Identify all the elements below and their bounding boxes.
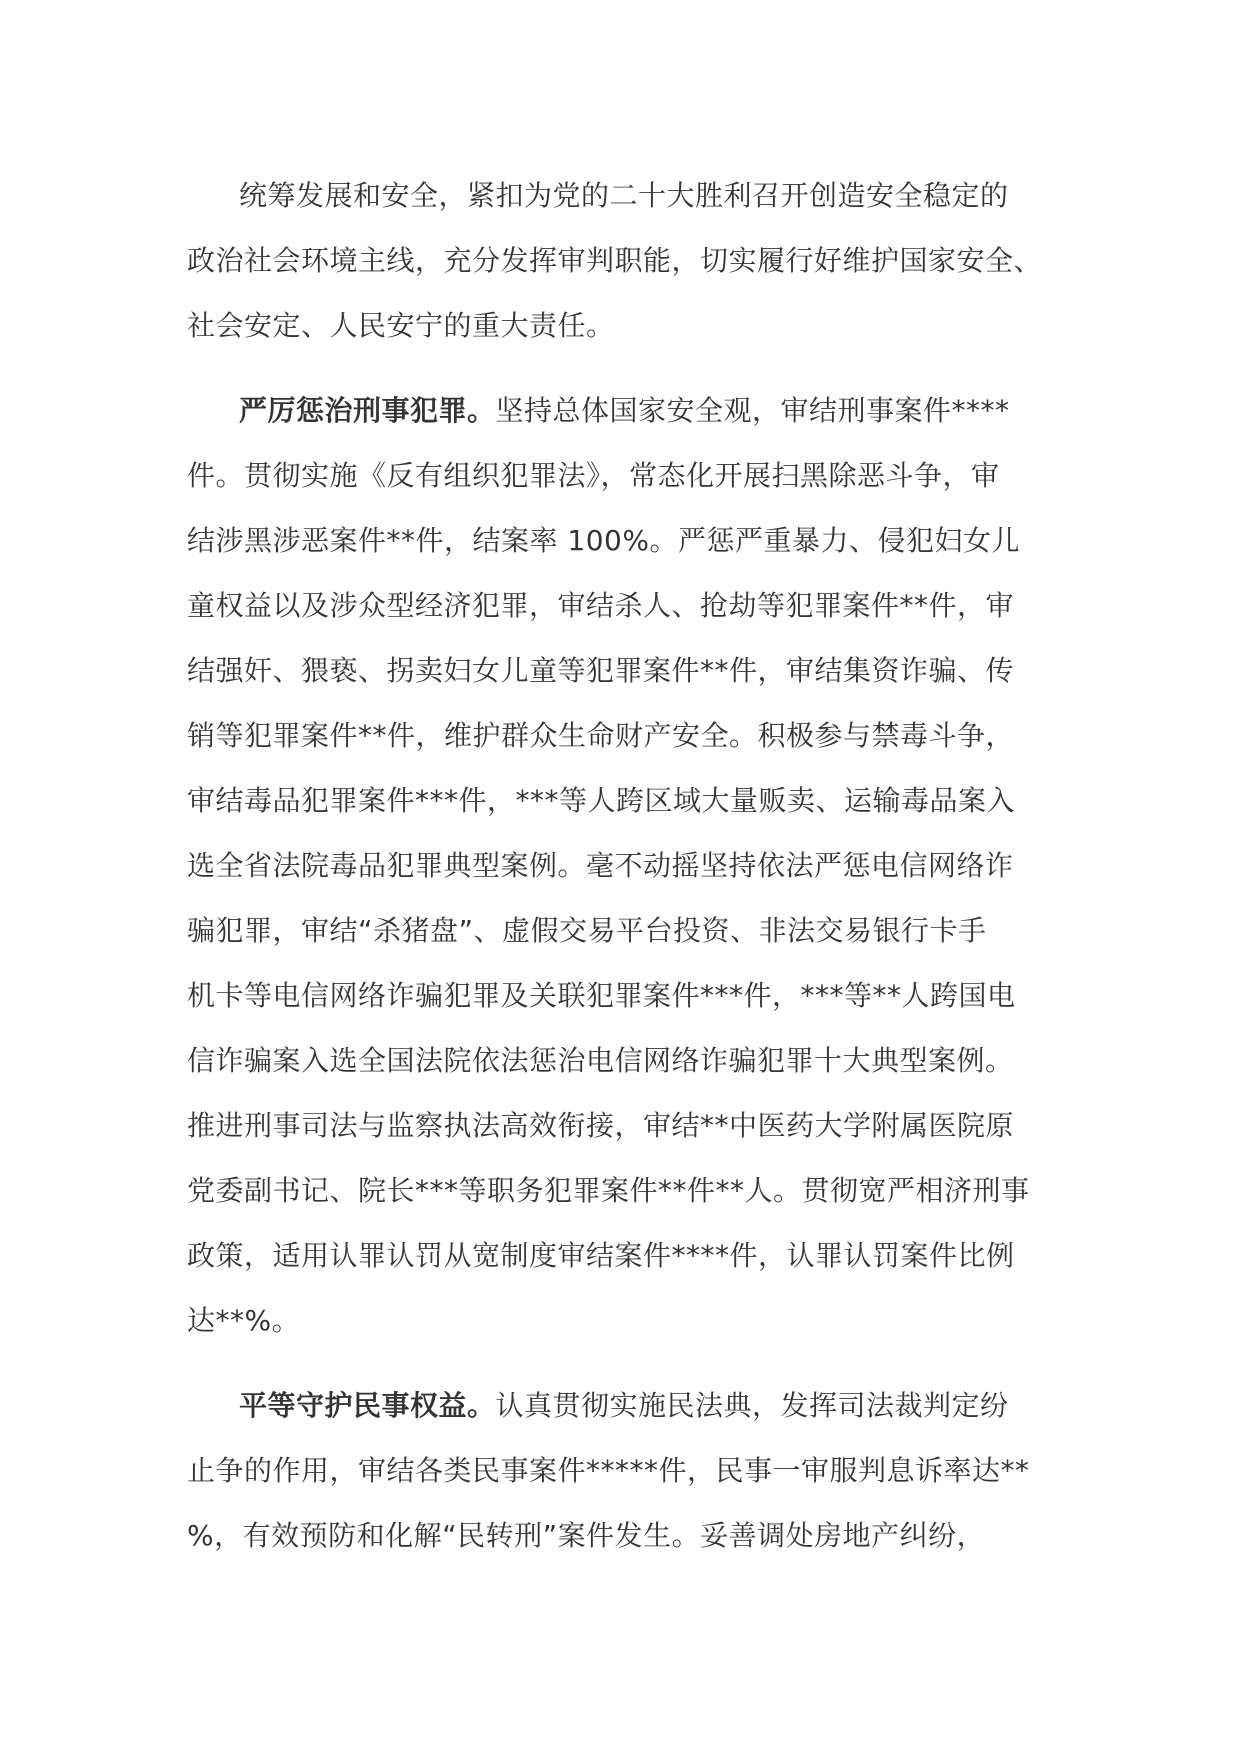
text-line: 童权益以及涉众型经济犯罪，审结杀人、抢劫等犯罪案件**件，审 (187, 589, 1015, 622)
section-heading: 严厉惩治刑事犯罪。 (239, 394, 496, 427)
text-line: 社会安定、人民安宁的重大责任。 (187, 309, 615, 342)
text-line: 政策，适用认罪认罚从宽制度审结案件****件，认罪认罚案件比例 (187, 1239, 1015, 1272)
text-line: 审结毒品犯罪案件***件，***等人跨区域大量贩卖、运输毒品案入 (187, 784, 1016, 817)
section-heading: 平等守护民事权益。 (239, 1389, 496, 1422)
text-line: 选全省法院毒品犯罪典型案例。毫不动摇坚持依法严惩电信网络诈 (187, 849, 1014, 882)
text-line: 统筹发展和安全，紧扣为党的二十大胜利召开创造安全稳定的 (239, 179, 1009, 212)
text-line: 党委副书记、院长***等职务犯罪案件**件**人。贯彻宽严相济刑事 (187, 1174, 1030, 1207)
paragraph-criminal (187, 378, 1057, 1353)
text-line: 结涉黑涉恶案件**件，结案率 100%。严惩严重暴力、侵犯妇女儿 (187, 524, 1020, 557)
text-line: 政治社会环境主线，充分发挥审判职能，切实履行好维护国家安全、 (187, 244, 1043, 277)
text-run: 认真贯彻实施民法典，发挥司法裁判定纷 (495, 1389, 1009, 1422)
text-line: 结强奸、猥亵、拐卖妇女儿童等犯罪案件**件，审结集资诈骗、传 (187, 654, 1015, 687)
text-line: 推进刑事司法与监察执法高效衔接，审结**中医药大学附属医院原 (187, 1109, 1015, 1142)
text-line: 信诈骗案入选全国法院依法惩治电信网络诈骗犯罪十大典型案例。 (187, 1044, 1014, 1077)
text-line: 达**%。 (187, 1304, 301, 1337)
text-line (187, 1373, 1057, 1438)
paragraph-civil (187, 1373, 1057, 1568)
text-line (187, 378, 1057, 443)
text-line: 机卡等电信网络诈骗犯罪及关联犯罪案件***件，***等**人跨国电 (187, 979, 1016, 1012)
text-line: %，有效预防和化解“民转刑”案件发生。妥善调处房地产纠纷， (187, 1519, 986, 1552)
text-line: 销等犯罪案件**件，维护群众生命财产安全。积极参与禁毒斗争， (187, 719, 1015, 752)
text-line: 件。贯彻实施《反有组织犯罪法》，常态化开展扫黑除恶斗争，审 (187, 459, 1000, 492)
text-line: 止争的作用，审结各类民事案件*****件，民事一审服判息诉率达** (187, 1454, 1030, 1487)
text-line: 骗犯罪，审结“杀猪盘”、虚假交易平台投资、非法交易银行卡手 (187, 914, 987, 947)
text-run: 坚持总体国家安全观，审结刑事案件**** (495, 394, 1010, 427)
paragraph-intro (187, 163, 1057, 358)
document-body (187, 163, 1057, 1588)
